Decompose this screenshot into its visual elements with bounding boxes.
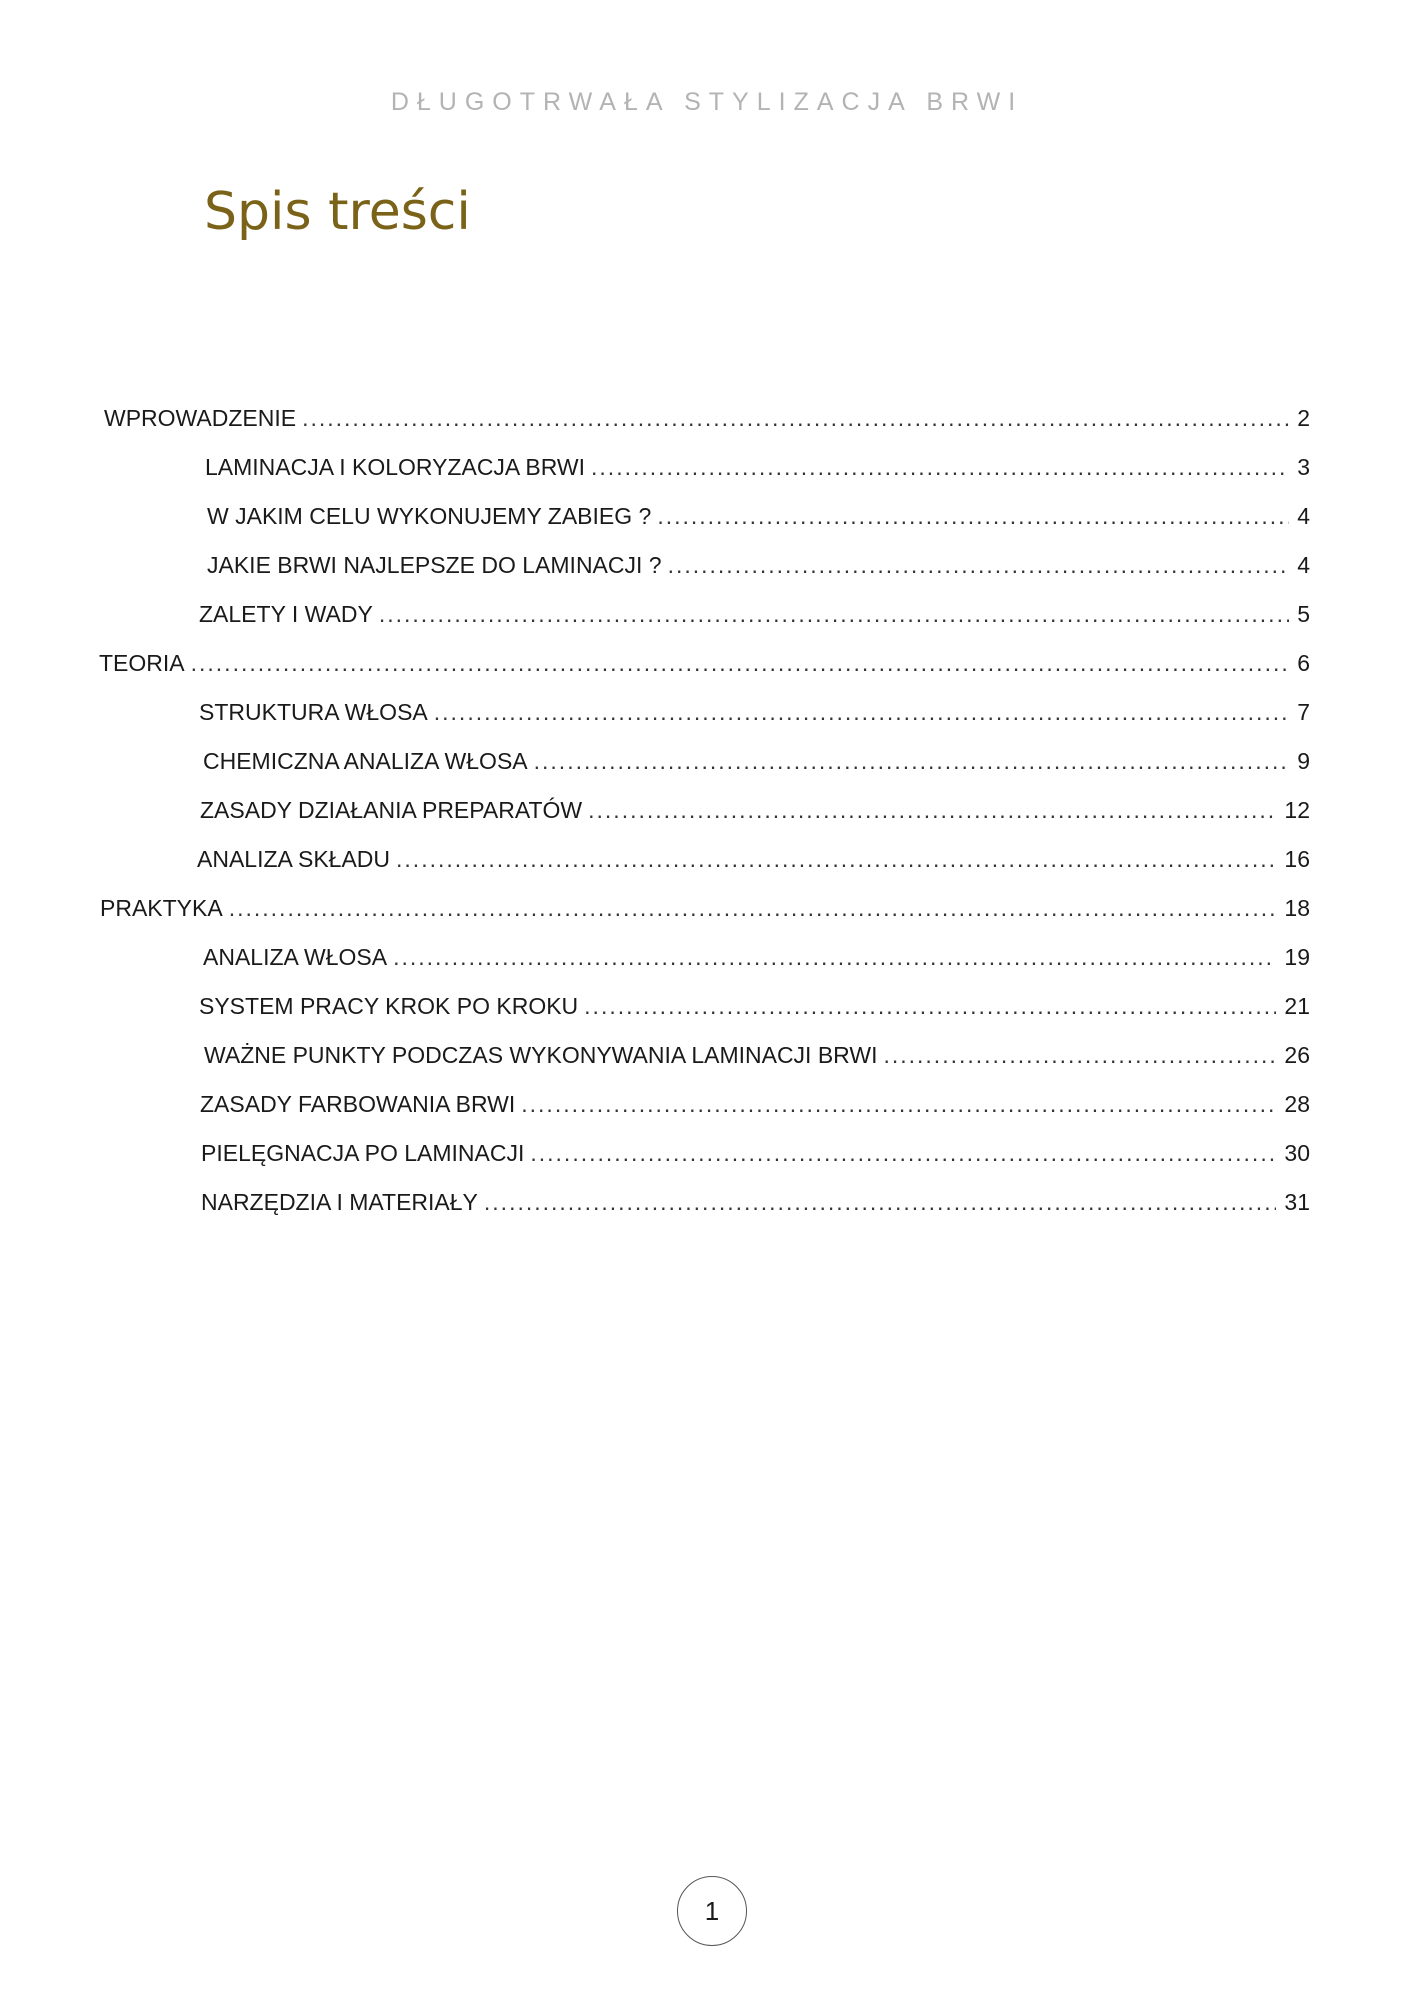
toc-entry[interactable] xyxy=(100,892,1310,924)
toc-entry-page: 6 xyxy=(1297,650,1310,676)
toc-entry-page: 12 xyxy=(1284,797,1310,823)
toc-entry-label: ANALIZA SKŁADU xyxy=(197,846,391,872)
toc-entry-page: 4 xyxy=(1297,503,1310,529)
toc-entry-label: PRAKTYKA xyxy=(100,895,223,921)
toc-entry-page: 28 xyxy=(1284,1091,1310,1117)
toc-dot-leader xyxy=(393,941,1276,973)
page-number-badge xyxy=(677,1876,747,1946)
toc-entry-label: ANALIZA WŁOSA xyxy=(203,944,388,970)
toc-entry-page: 7 xyxy=(1297,699,1310,725)
toc-dot-leader xyxy=(396,843,1276,875)
toc-dot-leader xyxy=(591,451,1289,483)
toc-dot-leader xyxy=(484,1186,1277,1218)
toc-entry-label: ZASADY FARBOWANIA BRWI xyxy=(200,1091,516,1117)
toc-dot-leader xyxy=(191,647,1290,679)
toc-entry-label: STRUKTURA WŁOSA xyxy=(199,699,428,725)
page-number: 1 xyxy=(704,1895,720,1926)
toc-dot-leader xyxy=(668,549,1290,581)
toc-entry[interactable] xyxy=(207,549,1310,581)
toc-entry-label: LAMINACJA I KOLORYZACJA BRWI xyxy=(205,454,586,480)
toc-dot-leader xyxy=(883,1039,1276,1071)
toc-entry[interactable] xyxy=(199,696,1310,728)
toc-entry-page: 26 xyxy=(1284,1042,1310,1068)
toc-entry-label: CHEMICZNA ANALIZA WŁOSA xyxy=(203,748,528,774)
toc-entry[interactable] xyxy=(99,647,1310,679)
toc-entry-label: WAŻNE PUNKTY PODCZAS WYKONYWANIA LAMINACJI BRWI xyxy=(204,1042,878,1068)
toc-entry-label: WPROWADZENIE xyxy=(104,405,297,431)
toc-entry-label: TEORIA xyxy=(99,650,185,676)
toc-entry-page: 9 xyxy=(1297,748,1310,774)
toc-entry[interactable] xyxy=(197,843,1310,875)
page-title: Spis treści xyxy=(204,182,471,242)
toc-dot-leader xyxy=(657,500,1289,532)
toc-entry[interactable] xyxy=(201,1137,1310,1169)
toc-entry-page: 21 xyxy=(1284,993,1310,1019)
toc-entry[interactable] xyxy=(200,794,1310,826)
toc-entry[interactable] xyxy=(200,1088,1310,1120)
toc-dot-leader xyxy=(588,794,1276,826)
toc-entry-page: 18 xyxy=(1284,895,1310,921)
toc-dot-leader xyxy=(534,745,1290,777)
toc-entry-page: 31 xyxy=(1284,1189,1310,1215)
toc-entry[interactable] xyxy=(203,745,1310,777)
toc-entry-page: 19 xyxy=(1284,944,1310,970)
toc-entry-label: PIELĘGNACJA PO LAMINACJI xyxy=(201,1140,525,1166)
toc-entry[interactable] xyxy=(199,990,1310,1022)
toc-dot-leader xyxy=(521,1088,1276,1120)
toc-entry[interactable] xyxy=(201,1186,1310,1218)
toc-entry-label: JAKIE BRWI NAJLEPSZE DO LAMINACJI ? xyxy=(207,552,662,578)
toc-dot-leader xyxy=(379,598,1289,630)
toc-entry[interactable] xyxy=(207,500,1310,532)
toc-dot-leader xyxy=(302,402,1289,434)
toc-entry-page: 16 xyxy=(1284,846,1310,872)
toc-dot-leader xyxy=(530,1137,1276,1169)
toc-entry[interactable] xyxy=(205,451,1310,483)
toc-entry-label: SYSTEM PRACY KROK PO KROKU xyxy=(199,993,579,1019)
toc-dot-leader xyxy=(229,892,1277,924)
toc-entry-label: NARZĘDZIA I MATERIAŁY xyxy=(201,1189,478,1215)
toc-entry[interactable] xyxy=(199,598,1310,630)
toc-entry-page: 5 xyxy=(1297,601,1310,627)
toc-dot-leader xyxy=(584,990,1276,1022)
running-header: DŁUGOTRWAŁA STYLIZACJA BRWI xyxy=(390,88,1024,116)
toc-entry-page: 3 xyxy=(1297,454,1310,480)
toc-entry-page: 4 xyxy=(1297,552,1310,578)
toc-entry-label: ZASADY DZIAŁANIA PREPARATÓW xyxy=(200,797,583,823)
toc-entry[interactable] xyxy=(204,1039,1310,1071)
toc-entry-label: W JAKIM CELU WYKONUJEMY ZABIEG ? xyxy=(207,503,652,529)
toc-entry[interactable] xyxy=(104,402,1310,434)
toc-entry-page: 2 xyxy=(1297,405,1310,431)
toc-entry-page: 30 xyxy=(1284,1140,1310,1166)
toc-dot-leader xyxy=(434,696,1289,728)
toc-entry[interactable] xyxy=(203,941,1310,973)
toc-entry-label: ZALETY I WADY xyxy=(199,601,373,627)
